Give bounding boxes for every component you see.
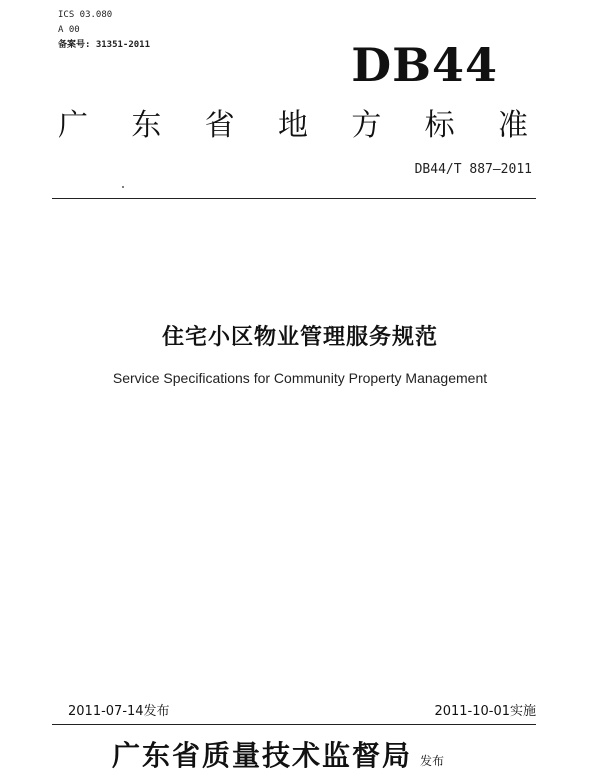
db-code: DB44 — [351, 38, 498, 92]
title-char: 准 — [497, 108, 528, 143]
title-char: 标 — [424, 108, 455, 143]
header-meta — [58, 8, 150, 53]
title-char: 地 — [277, 108, 308, 143]
document-title-en: Service Specifications for Community Property Management — [112, 370, 488, 386]
scan-speck — [122, 186, 124, 188]
release-date: 2011-07-14发布 — [68, 704, 170, 719]
filing-number: 备案号: 31351-2011 — [58, 40, 151, 50]
standard-number: DB44/T 887—2011 — [414, 162, 532, 177]
issue-word: 发布 — [420, 754, 445, 768]
ccs-code: A 00 — [58, 25, 80, 35]
issuer-name: 广东省质量技术监督局 — [112, 739, 413, 772]
title-char: 省 — [204, 108, 235, 143]
title-char: 方 — [351, 108, 382, 143]
document-title-cn: 住宅小区物业管理服务规范 — [161, 325, 438, 350]
title-char: 东 — [131, 108, 162, 143]
standard-type-title — [58, 100, 528, 144]
ics-code: ICS 03.080 — [58, 10, 113, 20]
issuing-authority — [112, 734, 444, 774]
top-divider — [52, 198, 536, 199]
title-char: 广 — [58, 108, 88, 143]
date-row — [68, 700, 536, 719]
bottom-divider — [52, 724, 536, 725]
implement-date: 2011-10-01实施 — [434, 704, 536, 719]
